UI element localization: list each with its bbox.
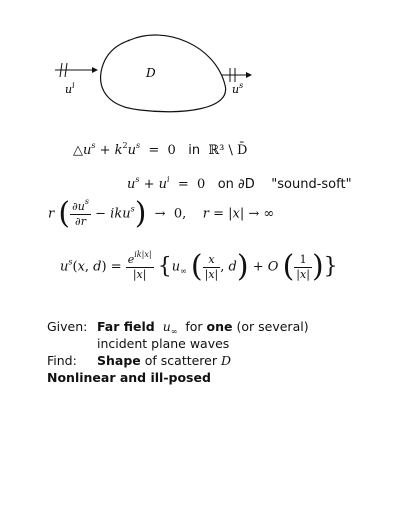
radiation-condition: r ( $\frac{\partial u^s}{\partial r}$ − iku$^s$) → 0, r = |x| → ∞ — [48, 196, 275, 231]
domain-label: D — [146, 66, 156, 80]
incident-label: $u^i$ — [65, 81, 75, 96]
given-line-2: incident plane waves — [97, 336, 230, 351]
conclusion-line: Nonlinear and ill-posed — [47, 370, 211, 385]
scattered-wave-icon — [222, 68, 252, 82]
find-line: Find: Shape of scatterer D — [47, 353, 232, 368]
far-field-expansion: $u^s(x$, d) = $\frac{e^{ik|x|}}{|x|}$ {$u_\infty$ ( $\frac{x}{|x|}$ , d) + O ( $\frac{1}{|x|}$ )} — [60, 249, 338, 284]
scattering-diagram — [0, 0, 400, 115]
given-line: Given: Far field $u_\infty$ for one (or several) — [47, 319, 309, 336]
helmholtz-equation: $\triangle u^s + k^2u^s = 0$ in ℝ³ \ D̄ — [73, 141, 248, 158]
incident-wave-icon — [55, 63, 98, 77]
problem-statement — [47, 318, 387, 386]
boundary-condition: $u^s + u^i = 0$ on ∂D "sound-soft" — [127, 175, 352, 192]
obstacle-shape — [101, 35, 226, 112]
scattered-label: $u^s$ — [232, 81, 244, 96]
